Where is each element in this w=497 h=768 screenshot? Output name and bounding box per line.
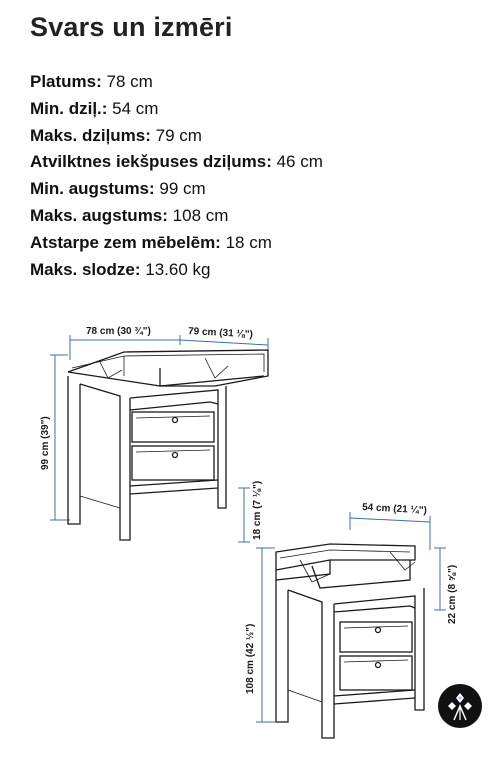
spec-label: Maks. dziļums: xyxy=(30,125,151,145)
furniture-drawing-open xyxy=(40,326,268,542)
dim-height-label: 99 cm (39") xyxy=(40,416,51,470)
spec-label: Maks. augstums: xyxy=(30,205,168,225)
dim-clearance-label: 18 cm (7 ⅛") xyxy=(252,480,263,540)
spec-value: 13.60 kg xyxy=(140,259,211,279)
assistant-logo-icon xyxy=(438,684,482,728)
spec-label: Atvilktnes iekšpuses dziļums: xyxy=(30,152,272,172)
spec-value: 108 cm xyxy=(167,205,229,225)
spec-label: Platums: xyxy=(30,72,102,91)
spec-label: Maks. slodze: xyxy=(30,259,141,279)
spec-value: 78 cm xyxy=(101,72,153,91)
spec-value: 79 cm xyxy=(150,125,202,145)
spec-value: 46 cm xyxy=(271,152,323,172)
assistant-button[interactable] xyxy=(438,684,482,728)
spec-value: 99 cm xyxy=(154,179,206,199)
spec-label: Min. augstums: xyxy=(30,179,155,199)
dim-width-label: 78 cm (30 ¾") xyxy=(86,326,151,337)
page-title: Svars un izmēri xyxy=(30,12,233,42)
spec-value: 18 cm xyxy=(220,232,272,252)
furniture-drawing-closed xyxy=(245,502,458,738)
dim2-top-label: 22 cm (8 ⅝") xyxy=(447,564,458,624)
dim2-depth-label: 54 cm (21 ¼") xyxy=(361,502,428,517)
dim2-height-label: 108 cm (42 ½") xyxy=(245,623,256,694)
spec-value: 54 cm xyxy=(107,98,159,118)
dim-depth-label: 79 cm (31 ⅛") xyxy=(187,326,254,341)
spec-label: Min. dziļ.: xyxy=(30,98,108,118)
spec-label: Atstarpe zem mēbelēm: xyxy=(30,232,221,252)
